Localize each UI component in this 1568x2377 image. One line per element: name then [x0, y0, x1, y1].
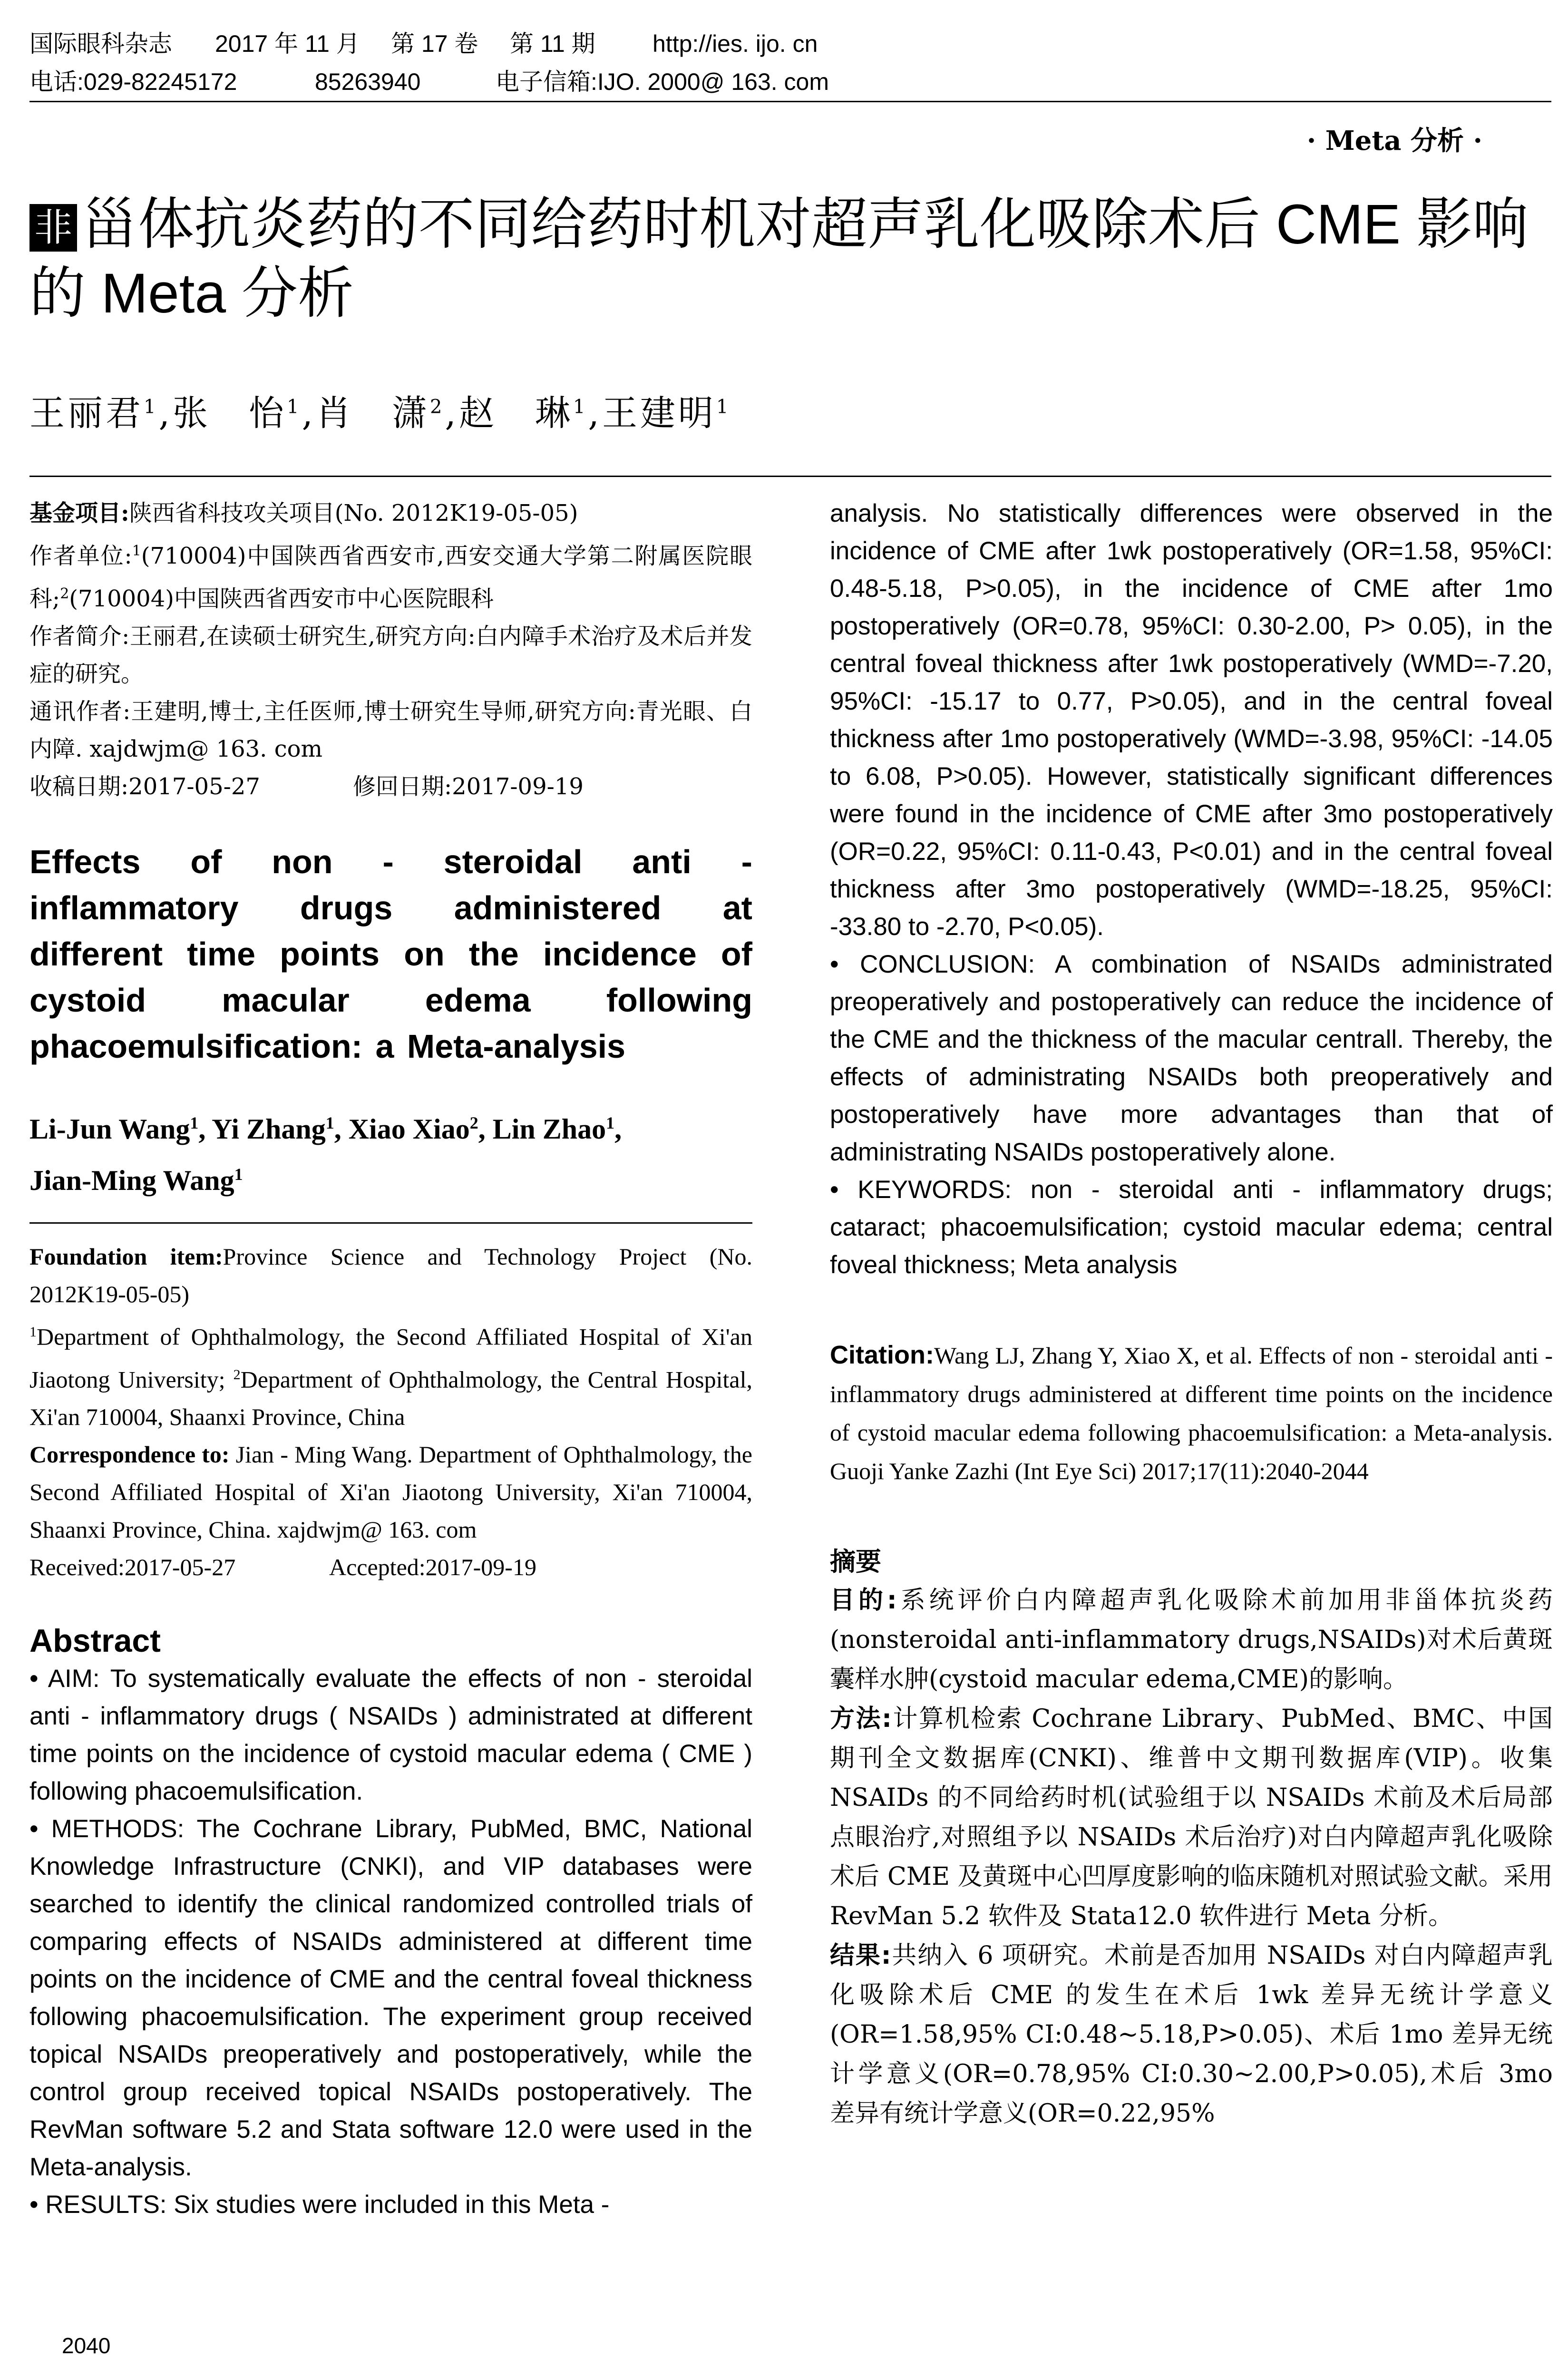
authors-english: Li-Jun Wang$^1$, Yi Zhang$^1$, Xiao Xiao$^2$, Lin Zhao$^1$, Jian-Ming Wang$^1$: [29, 1113, 622, 1196]
author-en-aff: 1: [606, 1113, 615, 1132]
running-header-line1: [29, 25, 1551, 59]
authors-divider: [29, 476, 1551, 477]
volume: 第 17 卷: [391, 30, 478, 57]
author-cn-name: 张 怡: [172, 393, 287, 434]
abstract-aim: • AIM: To systematically evaluate the effects of non - steroidal anti - inflammatory drugs ( NSAIDs ) administrated at different time points on the incidence of cystoid macular edema ( CME ) following phacoemulsification.: [29, 1665, 752, 1806]
author-en-name: Jian-Ming Wang: [29, 1165, 234, 1196]
issue-number: 第 11 期: [510, 30, 595, 57]
correspondence-label: Correspondence to:: [29, 1441, 230, 1468]
journal-email[interactable]: 电子信箱:IJO. 2000@ 163. com: [496, 68, 829, 95]
title-text: 甾体抗炎药的不同给药时机对超声乳化吸除术后 CME 影响的 Meta 分析: [29, 193, 1529, 325]
author-cn-name: 肖 潇: [315, 393, 430, 434]
unit-label: 作者单位:: [29, 543, 132, 569]
running-header-line2: [29, 63, 1551, 97]
author-cn-aff: 1: [716, 396, 731, 418]
chinese-abstract-aim: [830, 1581, 1553, 1699]
abstract-results-start: • RESULTS: Six studies were included in this Meta -: [29, 2191, 610, 2219]
author-cn-aff: 2: [429, 396, 445, 418]
section-tag: · Meta 分析 ·: [1306, 125, 1482, 156]
zh-aim-text: 系统评价白内障超声乳化吸除术前加用非甾体抗炎药(nonsteroidal anti-inflammatory drugs,NSAIDs)对术后黄斑囊样水肿(cystoid macular edema,CME)的影响。: [830, 1586, 1553, 1694]
author-cn-name: 王建明: [602, 393, 716, 434]
title-first-char-block: 非: [29, 204, 77, 252]
unit-text-2: (710004)中国陕西省西安市中心医院眼科: [69, 585, 494, 612]
right-column: [830, 495, 1553, 2133]
phone-2: 85263940: [315, 68, 421, 95]
abstract-conclusion: • CONCLUSION: A combination of NSAIDs administrated preoperatively and postoperatively can reduce the incidence of the CME and the thickness of the macular centrall. Thereby, the effects of administrating NSAIDs both preoperatively and postoperatively have more advantages than that of administrating NSAIDs postoperatively alone.: [830, 950, 1553, 1166]
english-title: Effects of non - steroidal anti - inflammatory drugs administered at different time points on the incidence of cystoid macular edema following phacoemulsification: a Meta-analysis: [29, 843, 752, 1065]
journal-url[interactable]: http://ies. ijo. cn: [653, 30, 818, 57]
received-en: Received:2017-05-27: [29, 1554, 236, 1581]
abstract-methods: • METHODS: The Cochrane Library, PubMed, BMC, National Knowledge Infrastructure (CNKI), and VIP databases were searched to identify the clinical randomized controlled trials of comparing effects of NSAIDs administered at different time points on the incidence of CME and the central foveal thickness following phacoemulsification. The experiment group received topical NSAIDs preoperatively and postoperatively, while the control group received topical NSAIDs postoperatively. The RevMan software 5.2 and Stata software 12.0 were used in the Meta-analysis.: [29, 1815, 752, 2182]
author-en-name: Xiao Xiao: [348, 1113, 470, 1145]
revised-date: 修回日期:2017-09-19: [353, 773, 584, 800]
zh-methods-text: 计算机检索 Cochrane Library、PubMed、BMC、中国期刊全文数据库(CNKI)、维普中文期刊数据库(VIP)。收集 NSAIDs 的不同给药时机(试验组于以 NSAIDs 术前及术后局部点眼治疗,对照组予以 NSAIDs 术后治疗)对白内障超声乳化吸除术后 CME 及黄斑中心凹厚度影响的临床随机对照试验文献。采用 RevMan 5.2 软件及 Stata12.0 软件进行 Meta 分析。: [830, 1705, 1553, 1930]
corr-text: 王建明,博士,主任医师,博士研究生导师,研究方向:青光眼、白内障. xajdwjm@ 163. com: [29, 698, 752, 762]
fund-label: 基金项目:: [29, 500, 129, 526]
article-info-chinese: 基金项目:陕西省科技攻关项目(No. 2012K19-05-05) 作者单位:$^1$(710004)中国陕西省西安市,西安交通大学第二附属医院眼科;$^2$(710004)中国陕西省西安市中心医院眼科 作者简介:王丽君,在读硕士研究生,研究方向:白内障手术治疗及术后并发症的研究。 通讯作者:王建明,博士,主任医师,博士研究生导师,研究方向:青光眼、白内障. xajdwjm@ 163. com 收稿日期:2017-05-27 修回日期:2017-09-19: [29, 495, 752, 806]
foundation-block: Foundation item:Province Science and Technology Project (No. 2012K19-05-05) $^1$Department of Ophthalmology, the Second Affiliated Hospital of Xi'an Jiaotong University; $^2$Department of Ophthalmology, the Central Hospital, Xi'an 710004, Shaanxi Province, China Correspondence to: Jian - Ming Wang. Department of Ophthalmology, the Second Affiliated Hospital of Xi'an Jiaotong University, Xi'an 710004, Shaanxi Province, China. xajdwjm@ 163. com Received:2017-05-27 Accepted:2017-09-19: [29, 1238, 752, 1586]
received-date: 收稿日期:2017-05-27: [29, 773, 260, 800]
bio-label: 作者简介:: [29, 623, 130, 650]
left-column: [29, 495, 752, 2223]
author-en-aff: 2: [469, 1113, 478, 1132]
citation-text: Wang LJ, Zhang Y, Xiao X, et al. Effects of non - steroidal anti - inflammatory drugs administered at different time points on the incidence of cystoid macular edema following phacoemulsification: a Meta-analysis. Guoji Yanke Zazhi (Int Eye Sci) 2017;17(11):2040-2044: [830, 1342, 1553, 1484]
info-divider: [29, 1222, 752, 1224]
header-divider: [29, 101, 1551, 102]
accepted-en: Accepted:2017-09-19: [329, 1554, 536, 1581]
phone: 电话:029-82245172: [29, 68, 237, 95]
authors-chinese: 王丽君$^1$,张 怡$^1$,肖 潇$^2$,赵 琳$^1$,王建明$^1$: [29, 393, 731, 434]
issue-date: 2017 年 11 月: [215, 30, 360, 57]
abstract-heading: Abstract: [29, 1623, 161, 1659]
affiliation-1: Department of Ophthalmology, the Second Affiliated Hospital of Xi'an Jiaotong University;: [29, 1323, 752, 1393]
author-en-aff: 1: [234, 1165, 243, 1184]
citation-block: [830, 1336, 1553, 1490]
zh-aim-label: 目的:: [830, 1586, 897, 1615]
foundation-text: Province Science and Technology Project (No. 2012K19-05-05): [29, 1243, 752, 1307]
chinese-abstract-methods: [830, 1699, 1553, 1936]
zh-results-text: 共纳入 6 项研究。术前是否加用 NSAIDs 对白内障超声乳化吸除术后 CME 的发生在术后 1wk 差异无统计学意义(OR=1.58,95% CI:0.48~5.18,P>0.05)、术后 1mo 差异无统计学意义(OR=0.78,95% CI:0.30~2.00,P>0.05),术后 3mo 差异有统计学意义(OR=0.22,95%: [830, 1941, 1553, 2128]
affiliation-2: Department of Ophthalmology, the Central Hospital, Xi'an 710004, Shaanxi Province, China: [29, 1366, 752, 1431]
page-number: 2040: [62, 2333, 111, 2358]
foundation-label: Foundation item:: [29, 1243, 223, 1270]
chinese-abstract-heading: 摘要: [830, 1547, 881, 1577]
zh-results-label: 结果:: [830, 1941, 891, 1970]
author-en-name: Lin Zhao: [492, 1113, 606, 1145]
article-title: [29, 190, 1551, 328]
journal-name: 国际眼科杂志: [29, 30, 172, 57]
author-cn-name: 王丽君: [29, 393, 144, 434]
corr-label: 通讯作者:: [29, 698, 131, 725]
author-cn-aff: 1: [573, 396, 588, 418]
citation-label: Citation:: [830, 1341, 934, 1369]
author-en-aff: 1: [325, 1113, 334, 1132]
author-en-name: Li-Jun Wang: [29, 1113, 190, 1145]
zh-methods-label: 方法:: [830, 1705, 892, 1733]
abstract-keywords: • KEYWORDS: non - steroidal anti - inflammatory drugs; cataract; phacoemulsification; cystoid macular edema; central foveal thickness; Meta analysis: [830, 1176, 1553, 1279]
abstract-results-continued: analysis. No statistically differences were observed in the incidence of CME after 1wk postoperatively (OR=1.58, 95%CI: 0.48-5.18, P>0.05), in the incidence of CME after 1mo postoperatively (OR=0.78, 95%CI: 0.30-2.00, P> 0.05), in the central foveal thickness after 1wk postoperatively (WMD=-7.20, 95%CI: -15.17 to 0.77, P>0.05), and in the central foveal thickness after 1mo postoperatively (WMD=-3.98, 95%CI: -14.05 to 6.08, P>0.05). However, statistically significant differences were found in the incidence of CME after 3mo postoperatively (OR=0.22, 95%CI: 0.11-0.43, P<0.01) and in the central foveal thickness after 3mo postoperatively (WMD=-18.25, 95%CI: -33.80 to -2.70, P<0.05).: [830, 499, 1553, 941]
author-cn-name: 赵 琳: [458, 393, 573, 434]
unit-text: (710004)中国陕西省西安市,西安交通大学第二附属医院眼科;: [29, 543, 752, 612]
author-cn-aff: 1: [144, 396, 159, 418]
correspondence-text: Jian - Ming Wang. Department of Ophthalmology, the Second Affiliated Hospital of Xi'an Jiaotong University, Xi'an 710004, Shaanxi Province, China. xajdwjm@ 163. com: [29, 1441, 752, 1543]
fund-text: 陕西省科技攻关项目(No. 2012K19-05-05): [129, 500, 578, 526]
author-cn-aff: 1: [286, 396, 302, 418]
author-en-aff: 1: [190, 1113, 199, 1132]
author-en-name: Yi Zhang: [212, 1113, 326, 1145]
chinese-abstract-results: [830, 1936, 1553, 2133]
bio-text: 王丽君,在读硕士研究生,研究方向:白内障手术治疗及术后并发症的研究。: [29, 623, 752, 687]
